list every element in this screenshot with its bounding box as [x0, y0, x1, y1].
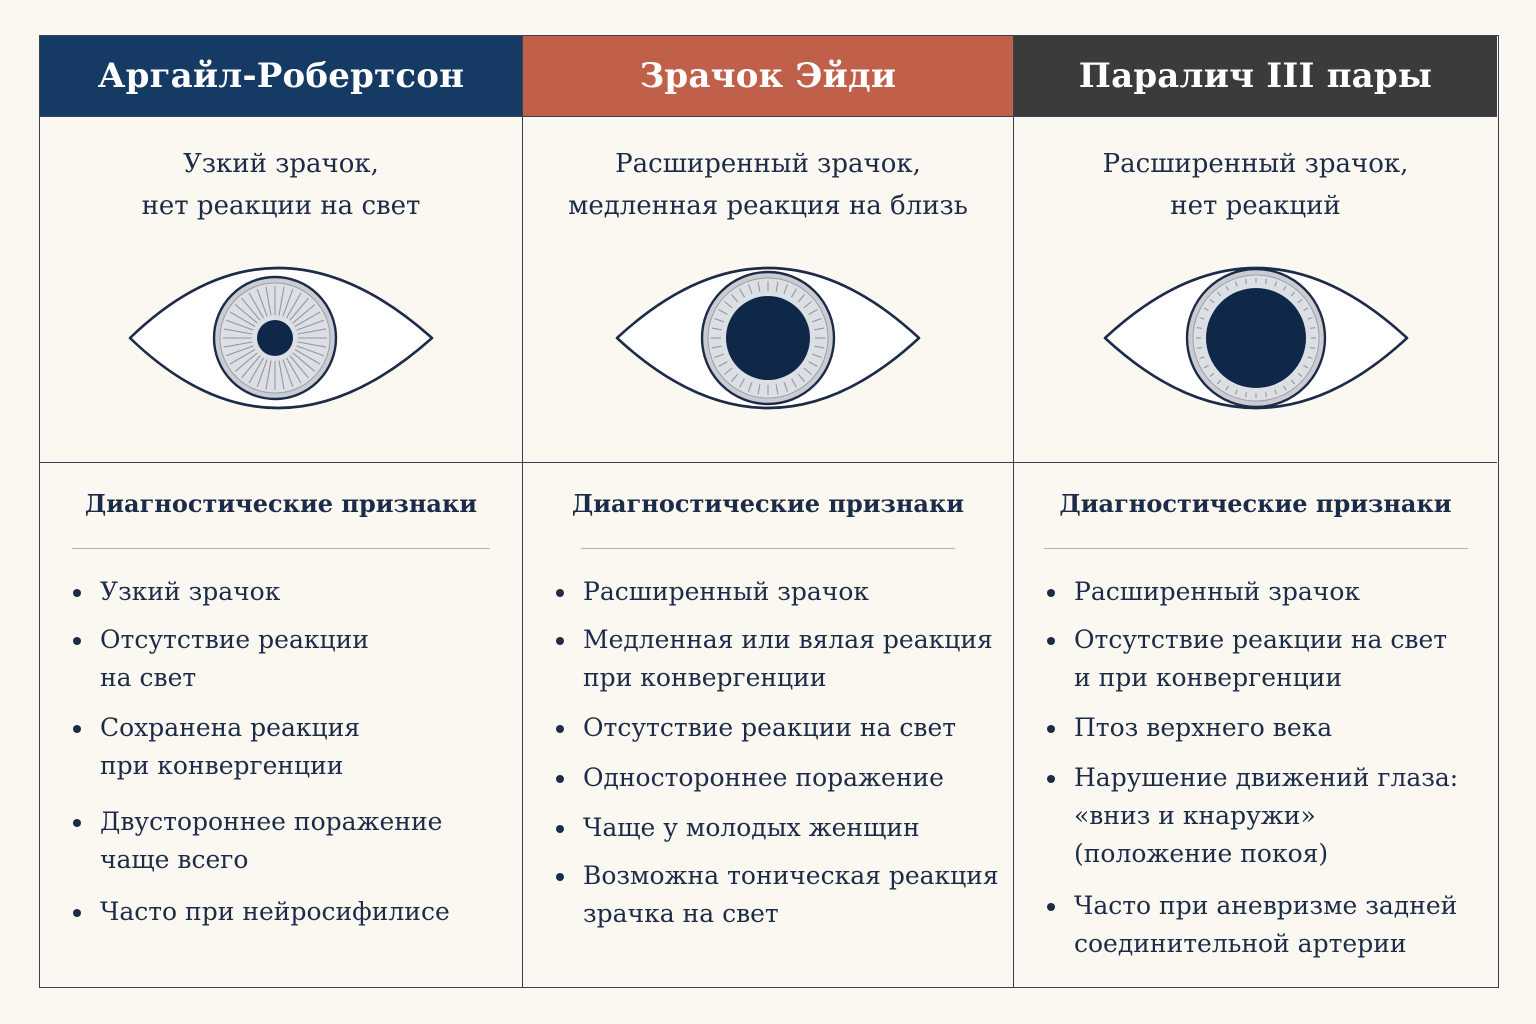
- column-argyll-robertson: [40, 36, 522, 987]
- column-adie-pupil: [522, 36, 1013, 987]
- list-item: Расширенный зрачок: [1074, 573, 1487, 611]
- column-header: Паралич III пары: [1014, 36, 1497, 116]
- column-third-nerve-palsy: [1013, 36, 1497, 987]
- eye-fixed-dilated-pupil-icon: [1101, 260, 1411, 416]
- description-panel: [523, 116, 1013, 463]
- column-header: Аргайл-Робертсон: [40, 36, 522, 116]
- list-item: Медленная или вялая реакция при конвергенции: [583, 621, 1003, 697]
- list-item: Отсутствие реакции на свет: [583, 709, 1003, 747]
- pupil-description: Расширенный зрачок, нет реакций: [1102, 149, 1409, 221]
- eye-small-pupil-icon: [126, 260, 436, 416]
- pupil-description: Расширенный зрачок, медленная реакция на близь: [568, 149, 968, 221]
- list-item: Расширенный зрачок: [583, 573, 1003, 611]
- description-panel: [40, 116, 522, 463]
- eye-dilated-pupil-icon: [613, 260, 923, 416]
- description-panel: [1014, 116, 1497, 463]
- list-item: Нарушение движений глаза: «вниз и кнаружи» (положение покоя): [1074, 759, 1487, 873]
- diagnostic-title: Диагностические признаки: [84, 489, 478, 518]
- divider: [1044, 548, 1468, 549]
- list-item: Двустороннее поражение чаще всего: [100, 803, 512, 879]
- list-item: Одностороннее поражение: [583, 759, 1003, 797]
- diagnostic-title: Диагностические признаки: [571, 489, 965, 518]
- list-item: Часто при аневризме задней соединительной артерии: [1074, 887, 1487, 963]
- divider: [581, 548, 955, 549]
- divider: [72, 548, 490, 549]
- list-item: Отсутствие реакции на свет: [100, 621, 512, 697]
- column-header: Зрачок Эйди: [523, 36, 1013, 116]
- diagnostic-title: Диагностические признаки: [1059, 489, 1452, 518]
- pupil-description: Узкий зрачок, нет реакции на свет: [141, 149, 421, 221]
- list-item: Чаще у молодых женщин: [583, 809, 1003, 847]
- list-item: Узкий зрачок: [100, 573, 512, 611]
- list-item: Сохранена реакция при конвергенции: [100, 709, 512, 785]
- comparison-table: [39, 35, 1499, 988]
- list-item: Часто при нейросифилисе: [100, 893, 512, 931]
- list-item: Возможна тоническая реакция зрачка на свет: [583, 857, 1003, 933]
- list-item: Птоз верхнего века: [1074, 709, 1487, 747]
- list-item: Отсутствие реакции на свет и при конвергенции: [1074, 621, 1487, 697]
